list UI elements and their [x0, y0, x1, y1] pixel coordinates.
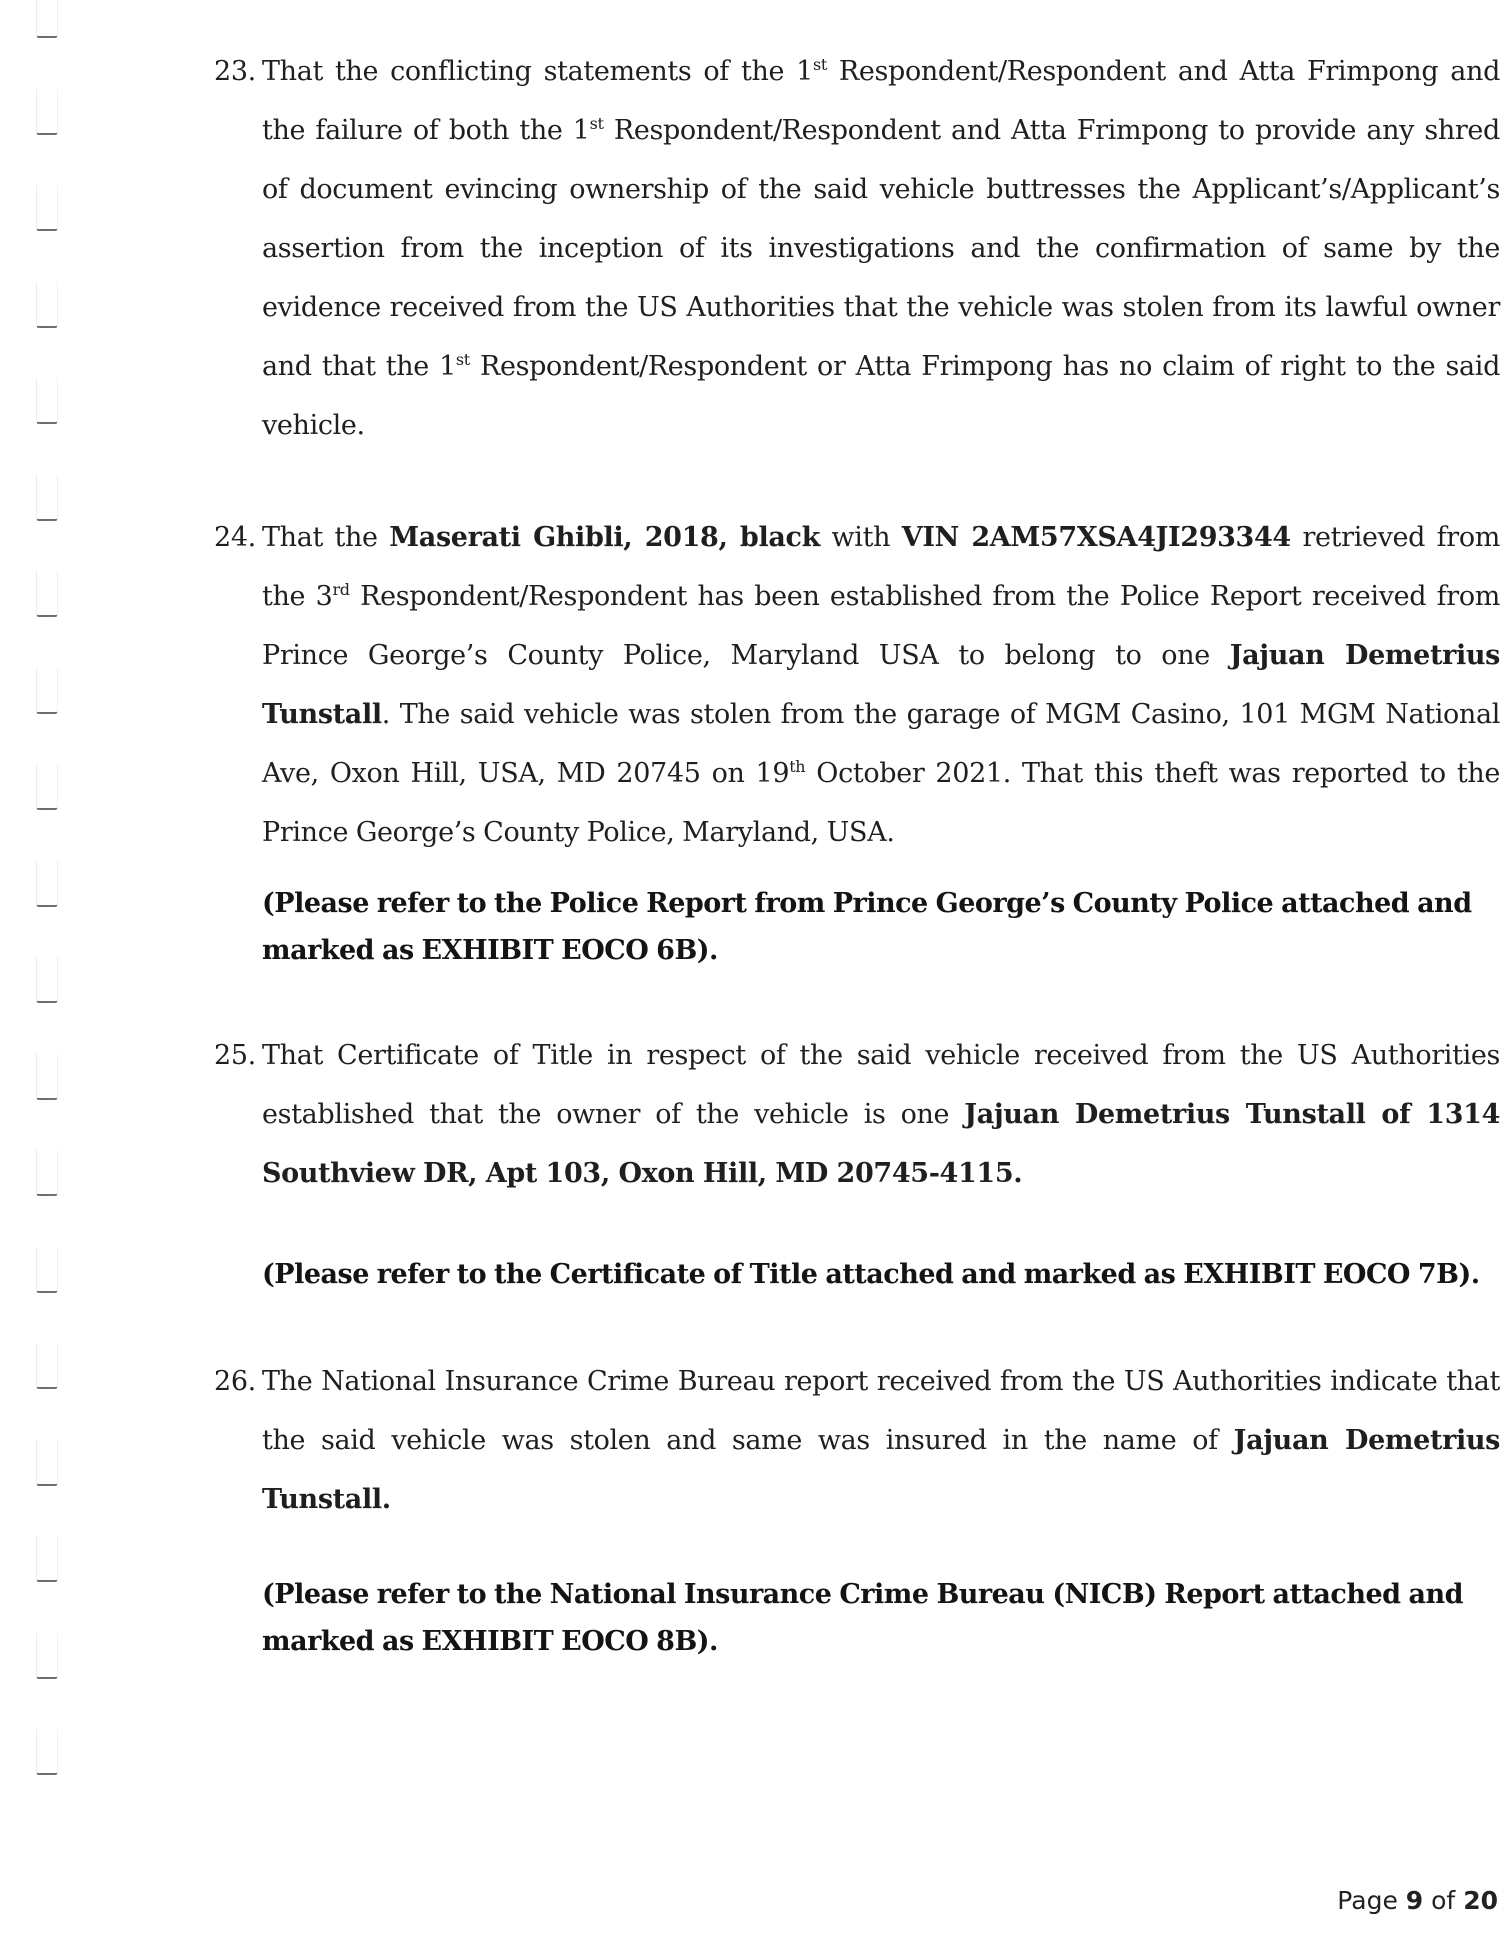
ordinal-superscript: th — [789, 757, 806, 776]
text-run: Respondent/Respondent has been established from the Police Report received from Prince George’s County Police, Maryland USA to belong to one — [262, 581, 1500, 671]
text-run: . The said vehicle was stolen from the garage of MGM Casino, 101 MGM National Ave, Oxon Hill, USA, MD 20745 on 19 — [262, 699, 1500, 789]
bold-text: Jajuan Demetrius Tunstall. — [262, 1425, 1501, 1515]
binding-hole-mark — [36, 1150, 58, 1196]
binding-hole-mark — [36, 378, 58, 424]
binding-hole-mark — [36, 1633, 58, 1679]
paragraph-number: 23. — [214, 56, 256, 87]
current-page: 9 — [1405, 1886, 1424, 1915]
binding-hole-mark — [36, 1440, 58, 1486]
binding-hole-mark — [36, 1343, 58, 1389]
binding-hole-mark — [36, 668, 58, 714]
binding-hole-mark — [36, 1729, 58, 1775]
binding-hole-mark — [36, 475, 58, 521]
binding-hole-mark — [36, 764, 58, 810]
binding-hole-mark — [36, 861, 58, 907]
binding-hole-mark — [36, 571, 58, 617]
text-run: with — [819, 522, 902, 553]
paragraph-25 — [212, 1026, 1500, 1203]
binding-hole-mark — [36, 1054, 58, 1100]
bold-text: Maserati Ghibli, 2018, black — [389, 522, 820, 553]
ordinal-superscript: rd — [332, 580, 350, 599]
paragraph-body — [262, 522, 1500, 848]
paragraph-number: 25. — [214, 1040, 256, 1071]
comb-binding-holes — [36, 0, 62, 1934]
text-run: Respondent/Respondent and Atta Frimpong to provide any shred of document evincing ownership of the said vehicle buttresses the Applicant’s/Applicant’s assertion from the inception of its investigations and the confirmation of same by the evidence received from the US Authorities that the vehicle was stolen from its lawful owner and that the 1 — [262, 115, 1500, 382]
paragraph-number: 24. — [214, 522, 256, 553]
paragraph-24 — [212, 508, 1500, 862]
bold-text: Jajuan Demetrius Tunstall of 1314 Southview DR, Apt 103, Oxon Hill, MD 20745-4115. — [262, 1099, 1501, 1189]
text-run: That the — [262, 522, 390, 553]
exhibit-reference-7b: (Please refer to the Certificate of Title attached and marked as EXHIBIT EOCO 7B). — [262, 1259, 1480, 1290]
page-number-footer — [1337, 1886, 1498, 1915]
binding-hole-mark — [36, 89, 58, 135]
total-pages: 20 — [1463, 1886, 1498, 1915]
paragraph-body — [262, 1366, 1500, 1515]
page-label: Page — [1337, 1886, 1398, 1915]
binding-hole-mark — [36, 282, 58, 328]
binding-hole-mark — [36, 0, 58, 38]
text-run: retrieved from the 3 — [262, 522, 1501, 612]
ordinal-superscript: st — [812, 55, 827, 74]
of-label: of — [1431, 1886, 1456, 1915]
binding-hole-mark — [36, 185, 58, 231]
bold-text: Jajuan Demetrius Tunstall — [262, 640, 1501, 730]
bold-text: VIN 2AM57XSA4JI293344 — [901, 522, 1291, 553]
binding-hole-mark — [36, 1536, 58, 1582]
paragraph-26 — [212, 1352, 1500, 1529]
ordinal-superscript: st — [589, 114, 604, 133]
ordinal-superscript: st — [455, 350, 470, 369]
paragraph-body — [262, 56, 1500, 441]
binding-hole-mark — [36, 1247, 58, 1293]
text-run: Respondent/Respondent or Atta Frimpong has no claim of right to the said vehicle. — [262, 351, 1501, 441]
text-run: October 2021. That this theft was reported to the Prince George’s County Police, Maryland, USA. — [262, 758, 1501, 848]
binding-hole-mark — [36, 957, 58, 1003]
exhibit-reference-6b: (Please refer to the Police Report from Prince George’s County Police attached and marked as EXHIBIT EOCO 6B). — [262, 888, 1472, 966]
paragraph-number: 26. — [214, 1366, 256, 1397]
text-run: The National Insurance Crime Bureau report received from the US Authorities indicate that the said vehicle was stolen and same was insured in the name of — [262, 1366, 1500, 1456]
document-page — [212, 42, 1500, 1665]
text-run: That the conflicting statements of the 1 — [262, 56, 813, 87]
paragraph-23 — [212, 42, 1500, 455]
text-run: That Certificate of Title in respect of the said vehicle received from the US Authorities established that the owner of the vehicle is one — [262, 1040, 1500, 1130]
exhibit-reference-8b: (Please refer to the National Insurance Crime Bureau (NICB) Report attached and marked as EXHIBIT EOCO 8B). — [262, 1579, 1463, 1657]
paragraph-body — [262, 1040, 1500, 1189]
text-run: Respondent/Respondent and Atta Frimpong and the failure of both the 1 — [262, 56, 1501, 146]
